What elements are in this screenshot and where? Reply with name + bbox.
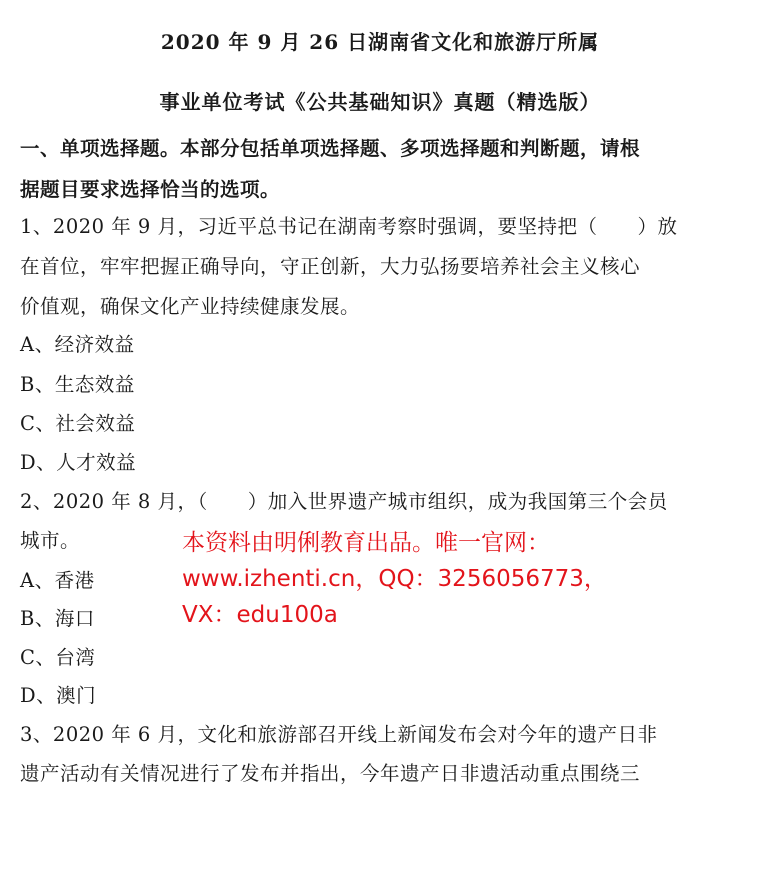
question-1-option-d: D、人才效益 (20, 451, 137, 474)
question-1-text-line-1: 1、2020 年 9 月，习近平总书记在湖南考察时强调，要坚持把（ ）放 (20, 215, 678, 238)
question-3-text-line-1: 3、2020 年 6 月，文化和旅游部召开线上新闻发布会对今年的遗产日非 (20, 723, 658, 746)
watermark-line-1: 本资料由明俐教育出品。唯一官网： (182, 530, 550, 556)
question-1-text-line-2: 在首位，牢牢把握正确导向，守正创新，大力弘扬要培养社会主义核心 (20, 255, 641, 278)
question-2-option-b: B、海口 (20, 607, 95, 630)
section-heading-line-2: 据题目要求选择恰当的选项。 (20, 178, 281, 201)
question-2-option-d: D、澳门 (20, 684, 97, 707)
question-2-option-a: A、香港 (20, 569, 95, 592)
section-heading-line-1: 一、单项选择题。本部分包括单项选择题、多项选择题和判断题，请根 (20, 137, 641, 160)
document-title-line-2: 事业单位考试《公共基础知识》真题（精选版） (159, 90, 601, 114)
question-2-text-line-2: 城市。 (20, 529, 81, 552)
question-1-text-line-3: 价值观，确保文化产业持续健康发展。 (20, 295, 361, 318)
watermark-line-3: VX：edu100a (182, 602, 338, 628)
question-1-option-b: B、生态效益 (20, 373, 135, 396)
red-watermark-notice (182, 525, 607, 633)
question-1-option-a: A、经济效益 (20, 333, 135, 356)
document-title-line-1: 2020 年 9 月 26 日湖南省文化和旅游厅所属 (160, 30, 600, 54)
question-2-option-c: C、台湾 (20, 646, 96, 669)
question-1-option-c: C、社会效益 (20, 412, 136, 435)
question-3-text-line-2: 遗产活动有关情况进行了发布并指出，今年遗产日非遗活动重点围绕三 (20, 762, 641, 785)
watermark-line-2: www.izhenti.cn，QQ：3256056773， (182, 566, 607, 592)
question-2-text-line-1: 2、2020 年 8 月，（ ）加入世界遗产城市组织，成为我国第三个会员 (20, 490, 668, 513)
